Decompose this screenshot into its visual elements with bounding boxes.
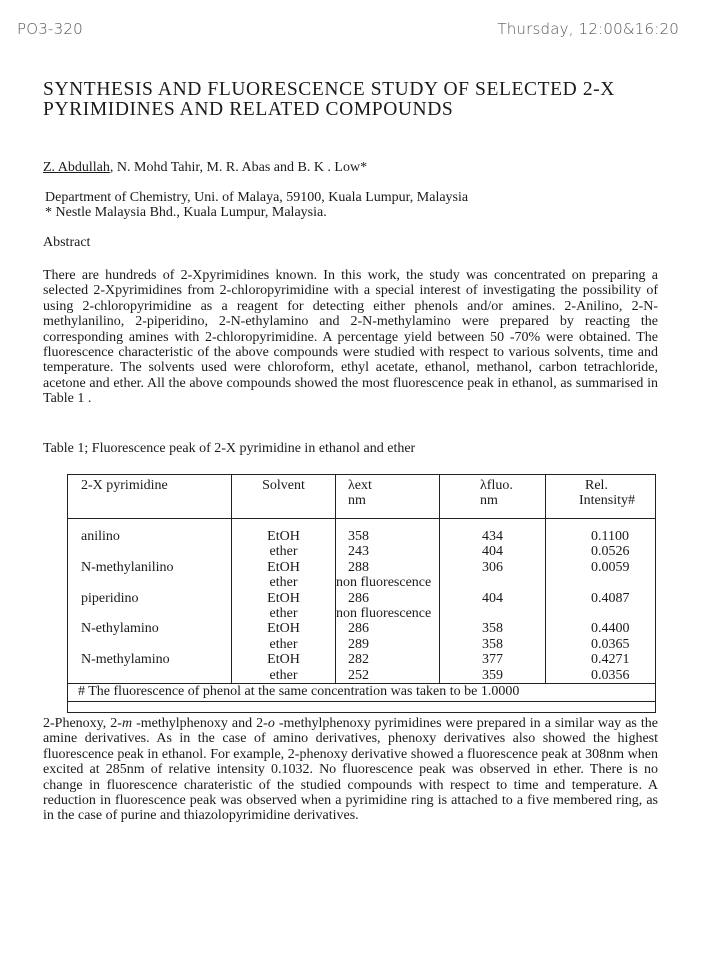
header-lambda-fluo: λfluo. nm (440, 475, 546, 519)
affiliations (45, 190, 468, 220)
table-footnote-box (68, 702, 656, 713)
abstract-paragraph-1: There are hundreds of 2-Xpyrimidines known. In this work, the study was concentrated on preparing a selected 2-Xpyrimidines from 2-chloropyrimidine with a special interest of investigating the possibility of using 2-chloropyrimidine as a reagent for detecting either phenols and/or amines. 2-Anilino, 2-N-methylanilino, 2-piperidino, 2-N-ethylamino and 2-N-methylamino were prepared by reacting the corresponding amines with 2-chloropyrimidine. A percentage yield between 50 -70% were obtained. The fluorescence characteristic of the above compounds were studied with respect to various solvents, time and temperature. The solvents used were chloroform, ethyl acetate, ethanol, methanol, carbon tetrachloride, acetone and ether. All the above compounds showed the most fluorescence peak in ethanol, as summarised in Table 1 . (43, 268, 658, 407)
header-compound: 2-X pyrimidine (68, 475, 232, 519)
table-row: piperidino EtOH 286 404 0.4087 (68, 591, 656, 606)
co-authors: , N. Mohd Tahir, M. R. Abas and B. K . Low* (109, 160, 368, 175)
paper-title (43, 80, 683, 120)
non-fluorescence-note: non fluorescence (336, 575, 432, 591)
table-row: ether 289 358 0.0365 (68, 637, 656, 652)
table-row: N-methylamino EtOH 282 377 0.4271 (68, 652, 656, 667)
table-row: N-methylanilino EtOH 288 306 0.0059 (68, 560, 656, 575)
title-line-2: PYRIMIDINES AND RELATED COMPOUNDS (43, 99, 454, 120)
session-code: PO3-320 (17, 20, 83, 38)
table-row: ether 243 404 0.0526 (68, 544, 656, 559)
non-fluorescence-note: non fluorescence (336, 606, 432, 622)
abstract-paragraph-2: 2-Phenoxy, 2-m -methylphenoxy and 2-o -methylphenoxy pyrimidines were prepared in a similar way as the amine derivatives. As in the case of amino derivatives, phenoxy derivatives also showed the highest fluorescence peak in ethanol. For example, 2-phenoxy derivative showed a fluorescence peak at 308nm when excited at 285nm of relative intensity 0.1032. No fluorescence peak was observed in ether. There is no change in fluorescence charateristic of the studied compounds with respect to time and temperature. A reduction in fluorescence peak was observed when a pyrimidine ring is attached to a five membered ring, as in the case of purine and thiazolopyrimidine derivatives. (43, 716, 658, 824)
session-time: Thursday, 12:00&16:20 (497, 20, 679, 38)
table-row: anilino EtOH 358 434 0.1100 (68, 519, 656, 545)
table-header-row (68, 475, 656, 519)
table-caption: Table 1; Fluorescence peak of 2-X pyrimidine in ethanol and ether (43, 441, 416, 456)
header-lambda-ext: λext nm (336, 475, 440, 519)
affiliation-2: * Nestle Malaysia Bhd., Kuala Lumpur, Malaysia. (45, 205, 327, 220)
table-row: ether non fluorescence (68, 606, 656, 621)
title-line-1: SYNTHESIS AND FLUORESCENCE STUDY OF SELECTED 2-X (43, 79, 615, 100)
header-rel-intensity: Rel. Intensity# (546, 475, 656, 519)
table-row: ether 252 359 0.0356 (68, 668, 656, 684)
table-footnote: # The fluorescence of phenol at the same concentration was taken to be 1.0000 (68, 684, 656, 702)
table-row: N-ethylamino EtOH 286 358 0.4400 (68, 621, 656, 636)
header-solvent: Solvent (232, 475, 336, 519)
table-row: ether non fluorescence (68, 575, 656, 590)
abstract-heading: Abstract (43, 235, 91, 250)
presenting-author: Z. Abdullah (43, 160, 110, 175)
table-footnote-row (68, 684, 656, 702)
fluorescence-table (67, 474, 656, 713)
affiliation-1: Department of Chemistry, Uni. of Malaya, 59100, Kuala Lumpur, Malaysia (45, 190, 469, 205)
author-list (43, 160, 367, 176)
